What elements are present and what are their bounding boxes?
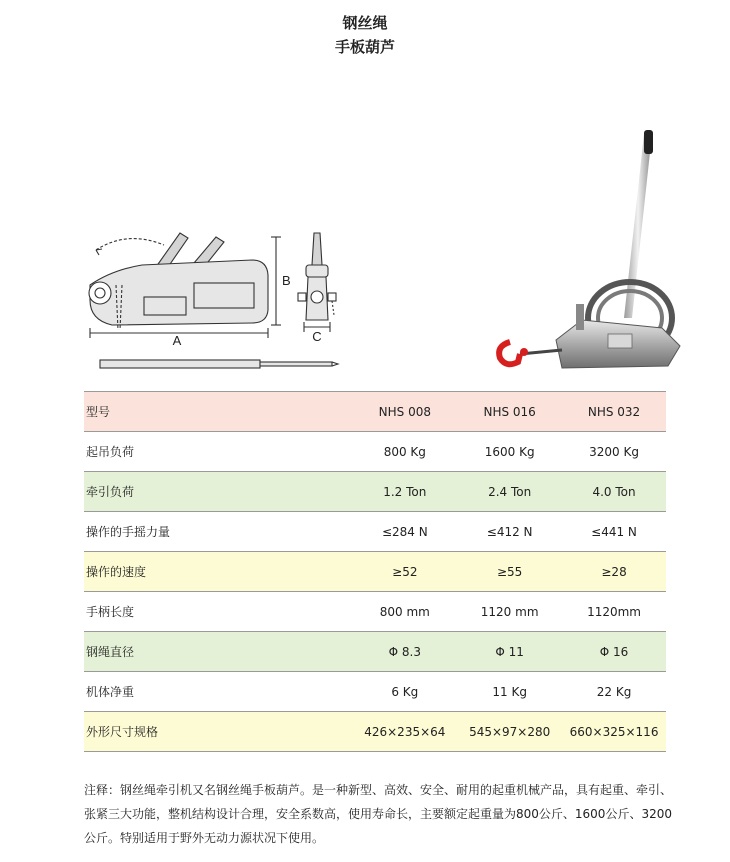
cell-value: ≥52	[352, 552, 457, 592]
cell-value: 1120 mm	[457, 592, 562, 632]
cell-value: 800 mm	[352, 592, 457, 632]
spec-table	[84, 391, 666, 752]
table-row	[84, 552, 666, 592]
row-label: 型号	[84, 392, 352, 432]
cell-value: 1.2 Ton	[352, 472, 457, 512]
technical-drawing	[82, 215, 362, 380]
row-label: 钢绳直径	[84, 632, 352, 672]
cell-value: 1600 Kg	[457, 432, 562, 472]
table-row	[84, 632, 666, 672]
table-row	[84, 592, 666, 632]
row-label: 手柄长度	[84, 592, 352, 632]
row-label: 起吊负荷	[84, 432, 352, 472]
cell-value: ≤412 N	[457, 512, 562, 552]
dimension-c-label: C	[312, 329, 322, 344]
cell-value: ≥55	[457, 552, 562, 592]
cell-value: NHS 008	[352, 392, 457, 432]
cell-value: 11 Kg	[457, 672, 562, 712]
cell-value: 660×325×116	[562, 712, 666, 752]
table-row	[84, 712, 666, 752]
cell-value: 426×235×64	[352, 712, 457, 752]
product-photo	[490, 128, 700, 378]
cell-value: Φ 11	[457, 632, 562, 672]
row-label: 牵引负荷	[84, 472, 352, 512]
table-row	[84, 512, 666, 552]
cell-value: 6 Kg	[352, 672, 457, 712]
cell-value: NHS 032	[562, 392, 666, 432]
row-label: 机体净重	[84, 672, 352, 712]
cell-value: ≥28	[562, 552, 666, 592]
table-row	[84, 432, 666, 472]
cell-value: 3200 Kg	[562, 432, 666, 472]
cell-value: 22 Kg	[562, 672, 666, 712]
cell-value: Φ 8.3	[352, 632, 457, 672]
table-row	[84, 672, 666, 712]
row-label: 操作的速度	[84, 552, 352, 592]
cell-value: ≤284 N	[352, 512, 457, 552]
dimension-a-label: A	[172, 333, 182, 348]
dimension-b-label: B	[282, 273, 291, 288]
table-row	[84, 472, 666, 512]
table-header-row	[84, 392, 666, 432]
cell-value: 545×97×280	[457, 712, 562, 752]
footnote: 注释：钢丝绳牵引机又名钢丝绳手板葫芦。是一种新型、高效、安全、耐用的起重机械产品，具有起重、牵引、张紧三大功能，整机结构设计合理，安全系数高，使用寿命长，主要额定起重量为800公斤、1600公斤、3200公斤。特别适用于野外无动力源状况下使用。	[84, 783, 673, 845]
cell-value: 4.0 Ton	[562, 472, 666, 512]
cell-value: ≤441 N	[562, 512, 666, 552]
cell-value: Φ 16	[562, 632, 666, 672]
cell-value: NHS 016	[457, 392, 562, 432]
cell-value: 800 Kg	[352, 432, 457, 472]
cell-value: 2.4 Ton	[457, 472, 562, 512]
cell-value: 1120mm	[562, 592, 666, 632]
page-title: 钢丝绳	[342, 14, 388, 32]
row-label: 外形尺寸规格	[84, 712, 352, 752]
page-subtitle: 手板葫芦	[334, 38, 395, 56]
row-label: 操作的手摇力量	[84, 512, 352, 552]
